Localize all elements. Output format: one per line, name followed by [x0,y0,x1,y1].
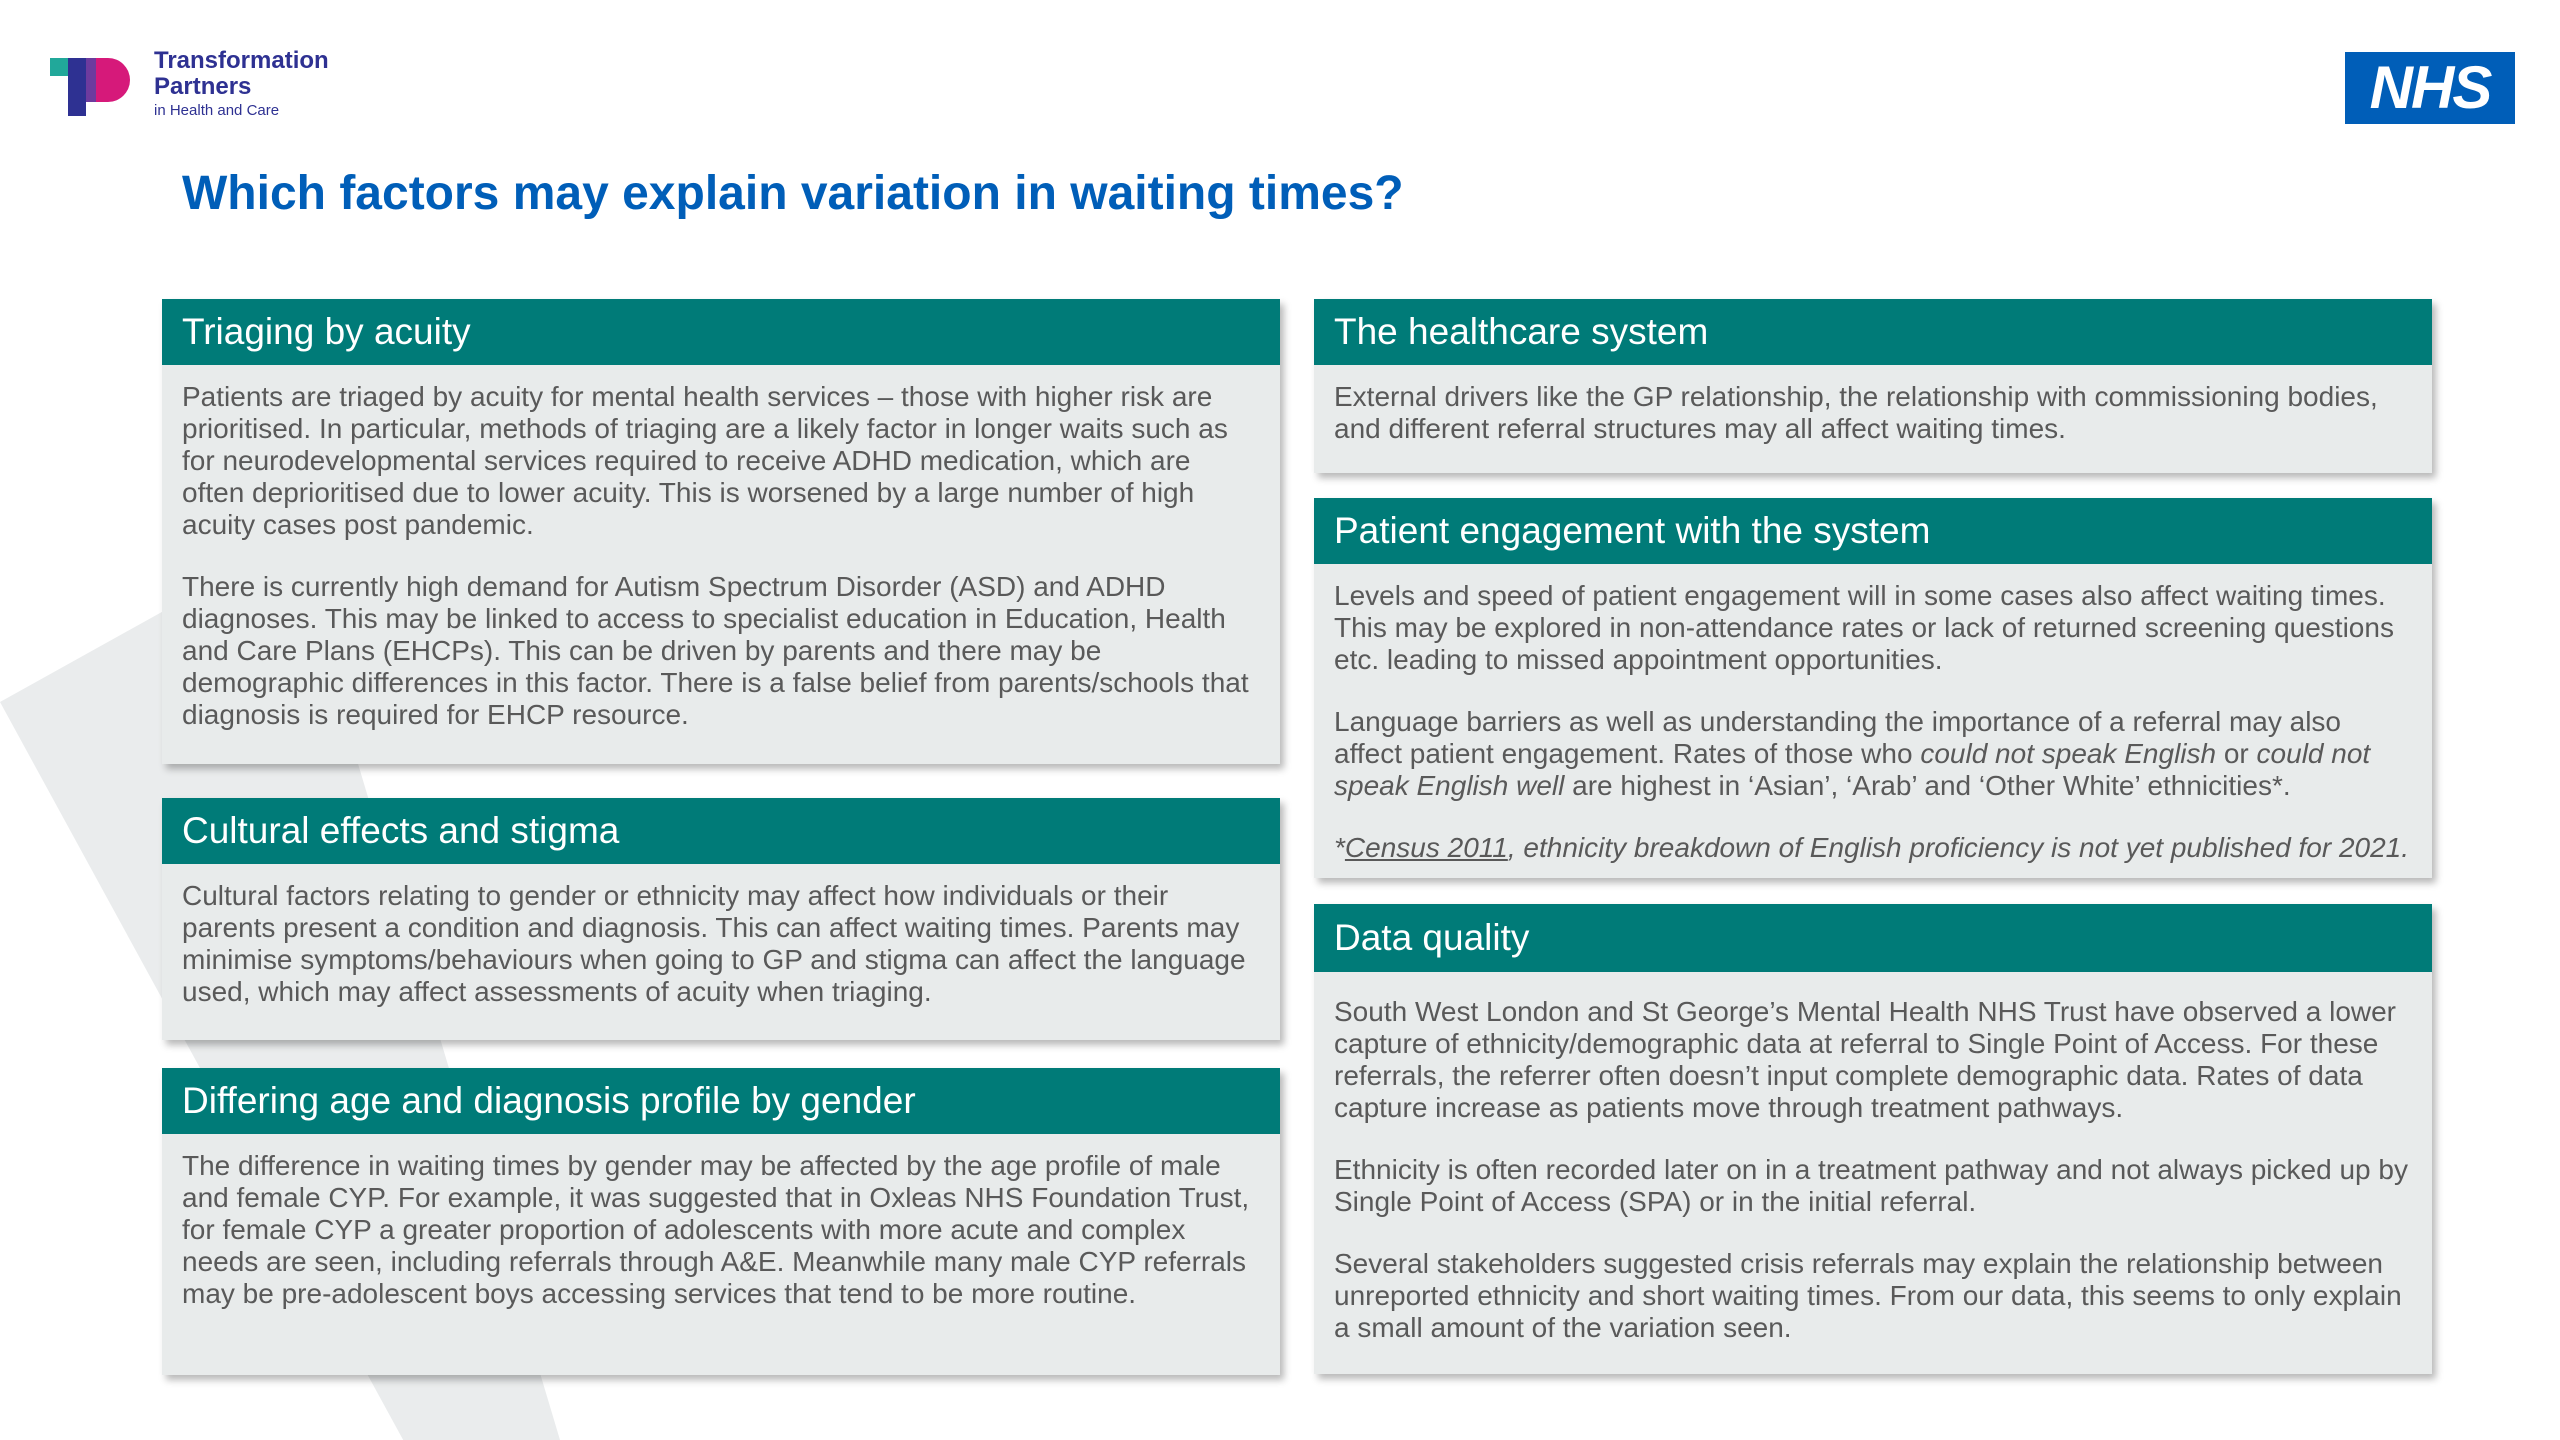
transformation-partners-logo [50,48,350,128]
emphasis-text: could not speak English well [1334,738,2371,801]
logo-text-line2: Partners [154,73,252,101]
card-header: Triaging by acuity [162,299,1280,365]
card-header: Data quality [1314,904,2432,972]
page-title: Which factors may explain variation in waiting times? [182,167,1404,220]
footnote-text: , ethnicity breakdown of English proficiency is not yet published for 2021. [1507,832,2410,863]
card-paragraph: Patients are triaged by acuity for mental health services – those with higher risk are prioritised. In particular, methods of triaging are a likely factor in longer waits such as for neurodevelopmental services required to receive ADHD medication, which are often deprioritised due to lower acuity. This is worsened by a large number of high acuity cases post pandemic. [182,381,1228,540]
card-age-gender-profile [162,1068,1280,1375]
text-segment: are highest in ‘Asian’, ‘Arab’ and ‘Other White’ ethnicities*. [1564,770,2291,801]
card-paragraph: Levels and speed of patient engagement will in some cases also affect waiting times. This may be explored in non-attendance rates or lack of returned screening questions etc. leading to missed appointment opportunities. [1334,580,2394,675]
footnote-prefix: * [1334,832,1345,863]
card-cultural-effects [162,798,1280,1040]
card-paragraph [1334,706,2412,802]
card-header: The healthcare system [1314,299,2432,365]
logo-text-line1: Transformation [154,47,329,74]
card-patient-engagement [1314,498,2432,878]
emphasis-text: could not speak English [1920,738,2217,769]
card-paragraph: South West London and St George’s Mental Health NHS Trust have observed a lower capture of ethnicity/demographic data at referral to Single Point of Access. For these referrals, the referrer often doesn’t input complete demographic data. Rates of data capture increase as patients move through treatment pathways. [1334,996,2397,1123]
text-segment: or [2216,738,2257,769]
text-segment: Language barriers as well as understanding the importance of a referral may also affect patient engagement. Rates of those who [1334,706,2342,769]
card-triaging-by-acuity [162,299,1280,764]
card-paragraph: External drivers like the GP relationship, the relationship with commissioning bodies, and different referral structures may all affect waiting times. [1334,381,2378,444]
card-header: Cultural effects and stigma [162,798,1280,864]
footnote [1334,832,2412,864]
card-header: Differing age and diagnosis profile by gender [162,1068,1280,1134]
card-healthcare-system [1314,299,2432,473]
card-paragraph: Ethnicity is often recorded later on in a treatment pathway and not always picked up by Single Point of Access (SPA) or in the initial referral. [1334,1154,2408,1217]
card-paragraph: There is currently high demand for Autism Spectrum Disorder (ASD) and ADHD diagnoses. This may be linked to access to specialist education in Education, Health and Care Plans (EHCPs). This can be driven by parents and there may be demographic differences in this factor. There is a false belief from parents/schools that diagnosis is required for EHCP resource. [182,571,1249,730]
card-paragraph: The difference in waiting times by gender may be affected by the age profile of male and female CYP. For example, it was suggested that in Oxleas NHS Foundation Trust, for female CYP a greater proportion of adolescents with more acute and complex needs are seen, including referrals through A&E. Meanwhile many male CYP referrals may be pre-adolescent boys accessing services that tend to be more routine. [182,1150,1250,1309]
tp-logo-mark-icon [50,52,142,122]
card-header: Patient engagement with the system [1314,498,2432,564]
nhs-logo: NHS [2345,52,2515,124]
card-paragraph: Several stakeholders suggested crisis referrals may explain the relationship between unreported ethnicity and short waiting times. From our data, this seems to only explain a small amount of the variation seen. [1334,1248,2402,1343]
census-link[interactable]: Census 2011 [1344,832,1508,863]
card-paragraph: Cultural factors relating to gender or ethnicity may affect how individuals or their parents present a condition and diagnosis. This can affect waiting times. Parents may minimise symptoms/behaviours when going to GP and stigma can affect the language used, which may affect assessments of acuity when triaging. [182,880,1246,1007]
card-data-quality [1314,904,2432,1374]
logo-text-line3: in Health and Care [154,101,280,119]
